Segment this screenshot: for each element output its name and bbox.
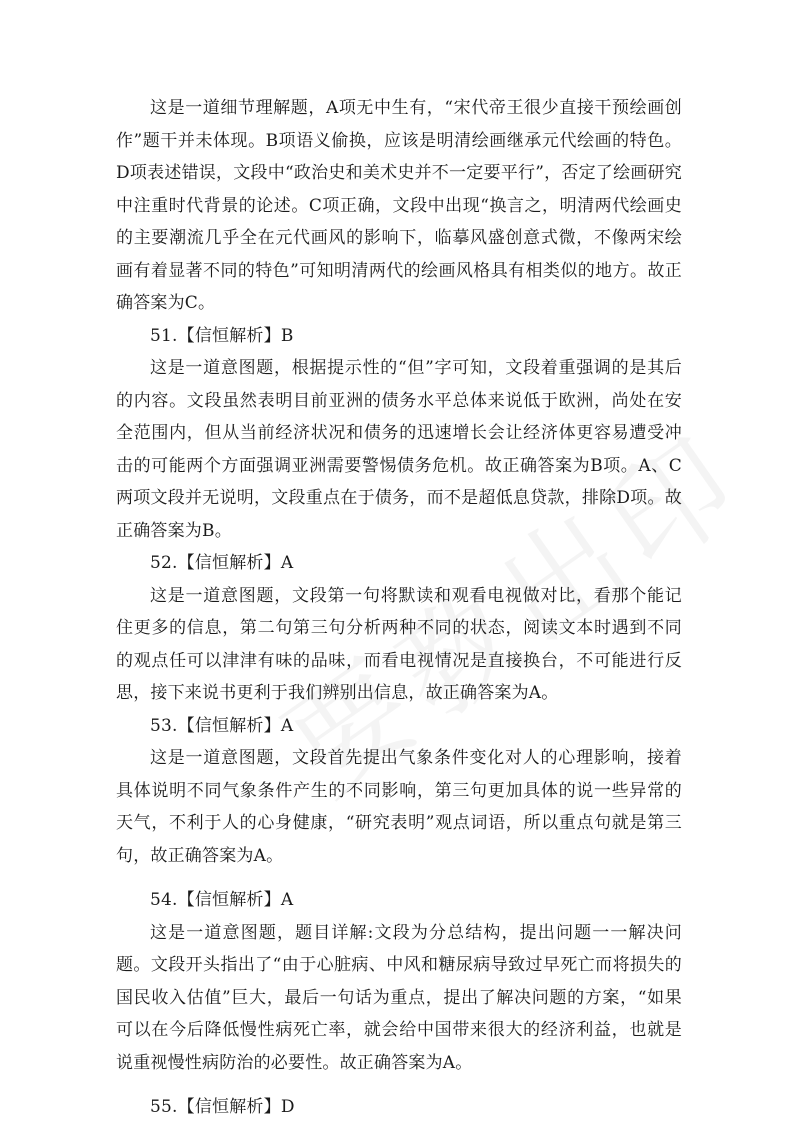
item-55-heading: 55.【信恒解析】D (150, 1097, 295, 1117)
item-51-body: 这是一道意图题，根据提示性的“但”字可知，文段着重强调的是其后的内容。文段虽然表明目前亚洲的债务水平总体来说低于欧洲，尚处在安全范围内，但从当前经济状况和债务的迅速增长会让经济体更容易遭受冲击的可能两个方面强调亚洲需要警惕债务危机。故正确答案为B项。A、C两项文段并无说明，文段重点在于债务，而不是超低息贷款，排除D项。故正确答案为B。 (116, 358, 682, 541)
intro-paragraph: 这是一道细节理解题，A项无中生有，“宋代帝王很少直接干预绘画创作”题干并未体现。B项语义偷换，应该是明清绘画继承元代绘画的特色。D项表述错误，文段中“政治史和美术史并不一定要平行”，否定了绘画研究中注重时代背景的论述。C项正确，文段中出现“换言之，明清两代绘画史的主要潮流几乎全在元代画风的影响下，临摹风盛创意式微，不像两宋绘画有着显著不同的特色”可知明清两代的绘画风格具有相类似的地方。故正确答案为C。 (116, 98, 682, 313)
item-53-body: 这是一道意图题，文段首先提出气象条件变化对人的心理影响，接着具体说明不同气象条件产生的不同影响，第三句更加具体的说一些异常的天气，不利于人的心身健康，“研究表明”观点词语，所以重点句就是第三句，故正确答案为A。 (116, 748, 682, 866)
item-52-heading: 52.【信恒解析】A (150, 553, 294, 573)
item-51-heading: 51.【信恒解析】B (150, 325, 294, 346)
item-54-body: 这是一道意图题，题目详解:文段为分总结构，提出问题一一解决问题。文段开头指出了“由于心脏病、中风和糖尿病导致过早死亡而将损失的国民收入估值”巨大，最后一句话为重点，提出了解决问题的方案，“如果可以在今后降低慢性病死亡率，就会给中国带来很大的经济利益，也就是说重视慢性病防治的必要性。故正确答案为A。 (116, 922, 682, 1073)
item-52-body: 这是一道意图题，文段第一句将默读和观看电视做对比，看那个能记住更多的信息，第二句第三句分析两种不同的状态，阅读文本时遇到不同的观点任可以津津有味的品味，而看电视情况是直接换台，不可能进行反思，接下来说书更利于我们辨别出信息，故正确答案为A。 (116, 585, 682, 703)
document-page (116, 92, 682, 1124)
item-54-heading: 54.【信恒解析】A (150, 890, 294, 910)
item-53-heading: 53.【信恒解析】A (150, 715, 294, 736)
